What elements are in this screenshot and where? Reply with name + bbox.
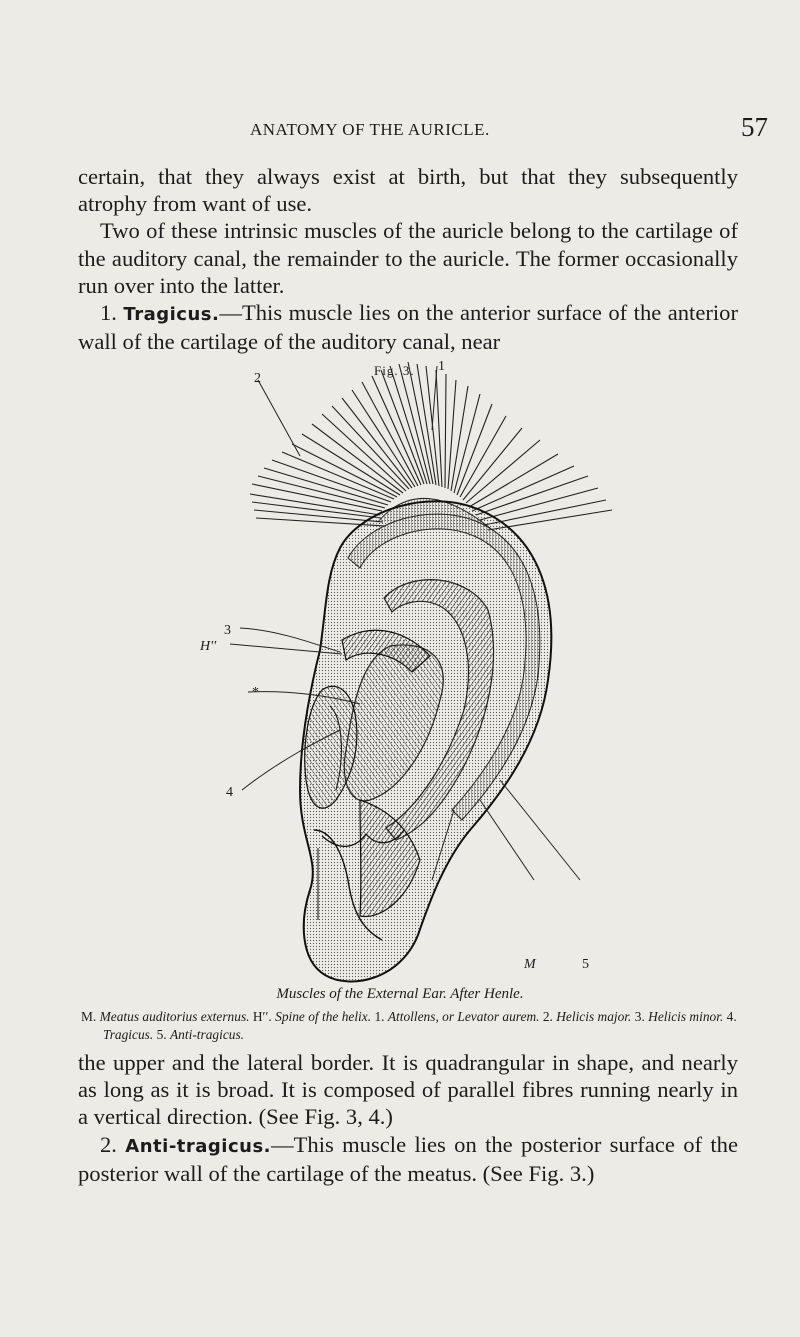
running-head bbox=[0, 112, 800, 146]
legend-tragicus: Tragicus. bbox=[103, 1027, 154, 1042]
legend-anti-tragicus: Anti-tragicus. bbox=[170, 1027, 245, 1042]
legend-key-5: 5. bbox=[156, 1027, 167, 1042]
callout-h: H′′ bbox=[200, 639, 217, 654]
item-tragicus bbox=[78, 299, 738, 355]
figure-label: Fig. 3. bbox=[374, 363, 415, 378]
paragraph-continuation: certain, that they always exist at birth, but that they subsequently atrophy from want of use. bbox=[78, 164, 738, 217]
item-anti-tragicus bbox=[78, 1131, 738, 1187]
legend-key-4: 4. bbox=[726, 1009, 737, 1024]
ear-muscle-figure bbox=[0, 360, 800, 1020]
item-heading: Tragicus. bbox=[123, 304, 220, 326]
top-text bbox=[78, 163, 738, 355]
legend-text bbox=[81, 1008, 741, 1044]
bottom-text bbox=[78, 1049, 738, 1187]
figure-legend bbox=[81, 1008, 741, 1044]
legend-meatus: Meatus auditorius externus. bbox=[99, 1009, 250, 1024]
legend-helicis-major: Helicis major. bbox=[556, 1009, 632, 1024]
paragraph-intrinsic-muscles: Two of these intrinsic muscles of the auricle belong to the cartilage of the auditory canal, the remainder to the auricle. The former occasionally run over into the latter. bbox=[78, 218, 738, 298]
callout-4: 4 bbox=[226, 785, 233, 800]
legend-key-m: M. bbox=[81, 1009, 97, 1024]
callout-5: 5 bbox=[582, 957, 589, 972]
running-title: ANATOMY OF THE AURICLE. bbox=[250, 120, 490, 139]
callout-1: 1 bbox=[438, 360, 445, 374]
item-number: 2. bbox=[100, 1131, 117, 1157]
legend-key-3: 3. bbox=[634, 1009, 645, 1024]
legend-key-h: H′′. bbox=[252, 1009, 272, 1024]
legend-key-1: 1. bbox=[374, 1009, 385, 1024]
callout-2: 2 bbox=[254, 371, 261, 386]
paragraph-tragicus-continued: the upper and the lateral border. It is quadrangular in shape, and nearly as long as it is broad. It is composed of parallel fibres running nearly in a vertical direction. (See Fig. 3, 4.) bbox=[78, 1050, 738, 1130]
callout-3: 3 bbox=[224, 623, 231, 638]
legend-attollens: Attollens, or Levator aurem. bbox=[387, 1009, 540, 1024]
item-heading: Anti-tragicus. bbox=[125, 1135, 272, 1157]
item-text: —This muscle lies on the posterior surface of the posterior wall of the cartilage of the meatus. (See Fig. 3.) bbox=[78, 1131, 738, 1186]
legend-helicis-minor: Helicis minor. bbox=[648, 1009, 724, 1024]
figure-caption: Muscles of the External Ear. After Henle. bbox=[276, 986, 524, 1002]
page-number: 57 bbox=[741, 112, 768, 142]
item-number: 1. bbox=[100, 300, 117, 326]
callout-star: * bbox=[252, 685, 259, 700]
item-text: —This muscle lies on the anterior surface of the anterior wall of the cartilage of the auditory canal, near bbox=[78, 300, 738, 355]
legend-key-2: 2. bbox=[542, 1009, 553, 1024]
callout-m: M bbox=[524, 957, 536, 972]
legend-spine: Spine of the helix. bbox=[275, 1009, 372, 1024]
